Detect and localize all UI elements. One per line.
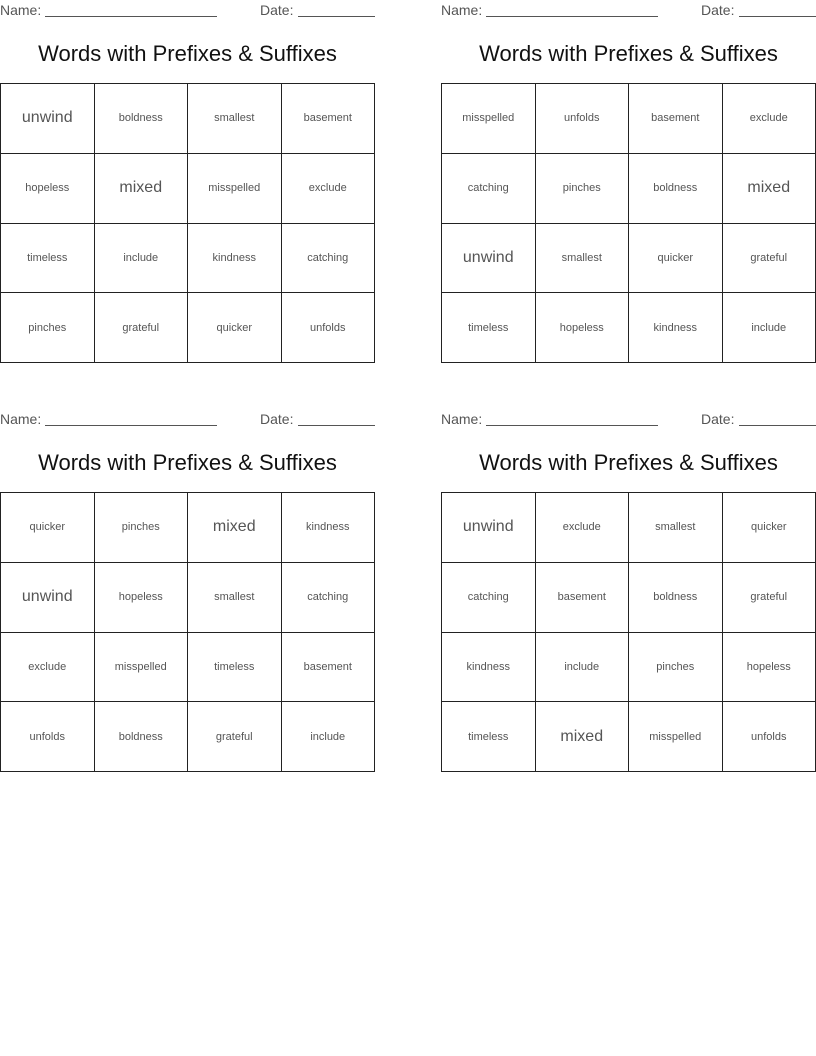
card-title: Words with Prefixes & Suffixes: [38, 450, 337, 475]
bingo-cell: boldness: [95, 702, 189, 772]
bingo-cell: mixed: [188, 493, 282, 563]
card-header: [0, 0, 375, 22]
bingo-cell: exclude: [282, 154, 376, 224]
date-field[interactable]: [739, 16, 816, 17]
bingo-cell: unfolds: [282, 293, 376, 363]
bingo-cell: include: [95, 224, 189, 294]
bingo-cell: unwind: [1, 563, 95, 633]
bingo-cell: unwind: [442, 493, 536, 563]
bingo-card: [441, 409, 816, 774]
bingo-cell: exclude: [536, 493, 630, 563]
date-field[interactable]: [739, 425, 816, 426]
bingo-cell: misspelled: [442, 84, 536, 154]
name-label: Name:: [441, 411, 483, 427]
name-field[interactable]: [486, 425, 658, 426]
bingo-cell: mixed: [95, 154, 189, 224]
bingo-cell: kindness: [188, 224, 282, 294]
card-header: [441, 409, 816, 431]
bingo-cell: hopeless: [536, 293, 630, 363]
bingo-cell: boldness: [629, 154, 723, 224]
bingo-cell: kindness: [442, 633, 536, 703]
date-field[interactable]: [298, 425, 375, 426]
bingo-cell: hopeless: [723, 633, 816, 703]
bingo-cell: basement: [629, 84, 723, 154]
bingo-cell: catching: [442, 563, 536, 633]
bingo-cell: grateful: [188, 702, 282, 772]
bingo-cell: quicker: [188, 293, 282, 363]
bingo-cell: basement: [536, 563, 630, 633]
bingo-cell: hopeless: [95, 563, 189, 633]
bingo-cell: misspelled: [188, 154, 282, 224]
bingo-cell: boldness: [629, 563, 723, 633]
bingo-cell: misspelled: [629, 702, 723, 772]
bingo-grid: [441, 492, 816, 772]
bingo-cell: exclude: [723, 84, 816, 154]
bingo-cell: smallest: [536, 224, 630, 294]
date-label: Date:: [260, 411, 294, 427]
bingo-cell: quicker: [723, 493, 816, 563]
bingo-cell: include: [723, 293, 816, 363]
bingo-grid: [441, 83, 816, 363]
bingo-cell: pinches: [95, 493, 189, 563]
bingo-cell: unwind: [1, 84, 95, 154]
name-label: Name:: [441, 2, 483, 18]
bingo-cell: kindness: [282, 493, 376, 563]
bingo-cell: timeless: [442, 293, 536, 363]
bingo-cell: catching: [282, 224, 376, 294]
bingo-cell: include: [536, 633, 630, 703]
bingo-cell: quicker: [629, 224, 723, 294]
bingo-grid: [0, 492, 375, 772]
bingo-cell: unfolds: [1, 702, 95, 772]
date-label: Date:: [701, 411, 735, 427]
bingo-cell: mixed: [536, 702, 630, 772]
card-header: [441, 0, 816, 22]
bingo-grid: [0, 83, 375, 363]
card-title: Words with Prefixes & Suffixes: [479, 450, 778, 475]
bingo-cell: include: [282, 702, 376, 772]
bingo-cell: timeless: [188, 633, 282, 703]
date-label: Date:: [260, 2, 294, 18]
card-title: Words with Prefixes & Suffixes: [38, 41, 337, 66]
card-header: [0, 409, 375, 431]
bingo-card: [0, 0, 375, 365]
name-field[interactable]: [45, 425, 217, 426]
bingo-cell: basement: [282, 633, 376, 703]
bingo-cell: timeless: [442, 702, 536, 772]
bingo-cell: grateful: [723, 563, 816, 633]
date-label: Date:: [701, 2, 735, 18]
date-field[interactable]: [298, 16, 375, 17]
bingo-cell: pinches: [1, 293, 95, 363]
name-field[interactable]: [486, 16, 658, 17]
bingo-cell: pinches: [629, 633, 723, 703]
bingo-cell: misspelled: [95, 633, 189, 703]
bingo-card: [441, 0, 816, 365]
bingo-cell: catching: [442, 154, 536, 224]
bingo-cell: grateful: [95, 293, 189, 363]
bingo-cell: catching: [282, 563, 376, 633]
card-title: Words with Prefixes & Suffixes: [479, 41, 778, 66]
name-label: Name:: [0, 411, 42, 427]
name-label: Name:: [0, 2, 42, 18]
name-field[interactable]: [45, 16, 217, 17]
bingo-cell: grateful: [723, 224, 816, 294]
bingo-cell: exclude: [1, 633, 95, 703]
bingo-cell: quicker: [1, 493, 95, 563]
bingo-cell: timeless: [1, 224, 95, 294]
bingo-cell: smallest: [188, 563, 282, 633]
bingo-cell: unwind: [442, 224, 536, 294]
bingo-cell: kindness: [629, 293, 723, 363]
bingo-card: [0, 409, 375, 774]
bingo-cell: mixed: [723, 154, 816, 224]
bingo-cell: basement: [282, 84, 376, 154]
bingo-cell: boldness: [95, 84, 189, 154]
bingo-cell: unfolds: [723, 702, 816, 772]
bingo-cell: pinches: [536, 154, 630, 224]
bingo-cell: smallest: [629, 493, 723, 563]
bingo-cell: smallest: [188, 84, 282, 154]
bingo-cell: unfolds: [536, 84, 630, 154]
bingo-cell: hopeless: [1, 154, 95, 224]
